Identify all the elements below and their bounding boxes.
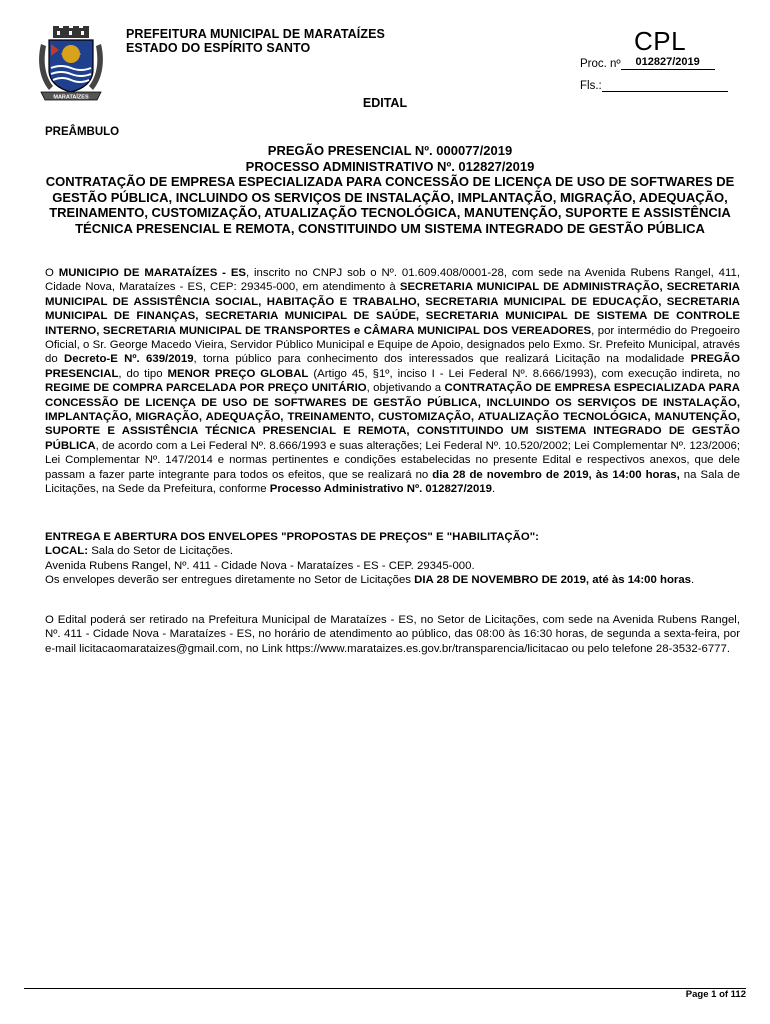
pregao-title: PREGÃO PRESENCIAL Nº. 000077/2019 bbox=[267, 143, 513, 158]
process-number-field bbox=[580, 56, 715, 70]
location-line: LOCAL: Sala do Setor de Licitações. bbox=[45, 545, 234, 558]
preamble-paragraph: O MUNICIPIO DE MARATAÍZES - ES, inscrito no CNPJ sob o Nº. 01.609.408/0001-28, com sede na Avenida Rubens Rangel, 411, Cidade Nova, Marataízes - ES, CEP: 29345-000, em atendimento à SECRETARIA MUNICIPAL DE ADMINISTRAÇÃO, SECRETARIA MUNICIPAL DE ASSISTÊNCIA SOCIAL, HABITAÇÃO E TRABALHO, SECRETARIA MUNICIPAL DE EDUCAÇÃO, SECRETARIA MUNICIPAL DE FINANÇAS, SECRETARIA MUNICIPAL DE SAÚDE, SECRETARIA MUNICIPAL DE SISTEMA DE CONTROLE INTERNO, SECRETARIA MUNICIPAL DE TRANSPORTES e CÂMARA MUNICIPAL DOS VEREADORES, por intermédio do Pregoeiro Oficial, o Sr. George Macedo Vieira, Servidor Público Municipal e Equipe de Apoio, designados pelo Exmo. Sr. Prefeito Municipal, através do Decreto-E Nº. 639/2019, torna público para conhecimento dos interessados que realizará Licitação na modalidade PREGÃO PRESENCIAL, do tipo MENOR PREÇO GLOBAL (Artigo 45, §1º, inciso I - Lei Federal Nº. 8.666/1993), com execução indireta, no REGIME DE COMPRA PARCELADA POR PREÇO UNITÁRIO, objetivando a CONTRATAÇÃO DE EMPRESA ESPECIALIZADA PARA CONCESSÃO DE LICENÇA DE USO DE SOFTWARES DE GESTÃO PÚBLICA, INCLUINDO OS SERVIÇOS DE INSTALAÇÃO, IMPLANTAÇÃO, MIGRAÇÃO, ADEQUAÇÃO, TREINAMENTO, CUSTOMIZAÇÃO, ATUALIZAÇÃO TECNOLÓGICA, MANUTENÇÃO, SUPORTE E ASSISTÊNCIA TÉCNICA PRESENCIAL E REMOTA, CONSTITUINDO UM SISTEMA INTEGRADO DE GESTÃO PÚBLICA, de acordo com a Lei Federal Nº. 8.666/1993 e suas alterações; Lei Federal Nº. 10.520/2002; Lei Complementar Nº. 123/2006; Lei Complementar Nº. 147/2014 e normas pertinentes e condições estabelecidas no presente Edital e respectivos anexos, que dele passam a fazer parte integrante para todos os efeitos, que se realizará no dia 28 de novembro de 2019, às 14:00 horas, na Sala de Licitações, na Sede da Prefeitura, conforme Processo Administrativo Nº. 012827/2019. bbox=[45, 267, 741, 496]
sheets-field bbox=[580, 78, 728, 92]
footer-divider bbox=[24, 988, 746, 989]
municipal-crest-logo bbox=[37, 26, 105, 104]
process-number-value: 012827/2019 bbox=[621, 56, 715, 70]
processo-title: PROCESSO ADMINISTRATIVO Nº. 012827/2019 bbox=[245, 158, 535, 174]
cpl-label: CPL bbox=[634, 26, 687, 56]
header-state: ESTADO DO ESPÍRITO SANTO bbox=[126, 41, 311, 55]
svg-text:MARATAÍZES: MARATAÍZES bbox=[53, 94, 89, 101]
document-title: EDITAL bbox=[362, 96, 408, 110]
title-block bbox=[40, 143, 740, 237]
delivery-deadline: Os envelopes deverão ser entregues diretamente no Setor de Licitações DIA 28 DE NOVEMBRO DE 2019, até às 14:00 horas. bbox=[45, 574, 695, 587]
page-number: Page 1 of 112 bbox=[685, 989, 746, 1000]
sheets-blank-line bbox=[602, 78, 728, 92]
object-title: CONTRATAÇÃO DE EMPRESA ESPECIALIZADA PARA CONCESSÃO DE LICENÇA DE USO DE SOFTWARES DE GESTÃO PÚBLICA, INCLUINDO OS SERVIÇOS DE INSTALAÇÃO, IMPLANTAÇÃO, MIGRAÇÃO, ADEQUAÇÃO, TREINAMENTO, CUSTOMIZAÇÃO, ATUALIZAÇÃO TECNOLÓGICA, MANUTENÇÃO, SUPORTE E ASSISTÊNCIA TÉCNICA PRESENCIAL E REMOTA, CONSTITUINDO UM SISTEMA INTEGRADO DE GESTÃO PÚBLICA bbox=[45, 174, 735, 236]
process-number-label: Proc. nº bbox=[580, 58, 621, 70]
envelopes-heading: ENTREGA E ABERTURA DOS ENVELOPES "PROPOSTAS DE PREÇOS" E "HABILITAÇÃO": bbox=[45, 531, 539, 543]
address-line: Avenida Rubens Rangel, Nº. 411 - Cidade Nova - Marataízes - ES - CEP. 29345-000. bbox=[45, 559, 475, 572]
header-municipality: PREFEITURA MUNICIPAL DE MARATAÍZES bbox=[126, 27, 385, 41]
envelopes-section bbox=[45, 530, 740, 588]
edital-availability-paragraph: O Edital poderá ser retirado na Prefeitura Municipal de Marataízes - ES, no Setor de Licitações, com sede na Avenida Rubens Rangel, Nº. 411 - Cidade Nova - Marataízes - ES, no horário de atendimento ao público, das 08:00 às 16:30 horas, de segunda a sexta-feira, por e-mail licitacaomarataizes@gmail.com, no Link https://www.marataizes.es.gov.br/transparencia/licitacao ou pelo telefone 28-3532-6777. bbox=[45, 614, 740, 655]
preamble-heading: PREÂMBULO bbox=[45, 126, 120, 138]
sheets-label: Fls.: bbox=[580, 80, 602, 92]
